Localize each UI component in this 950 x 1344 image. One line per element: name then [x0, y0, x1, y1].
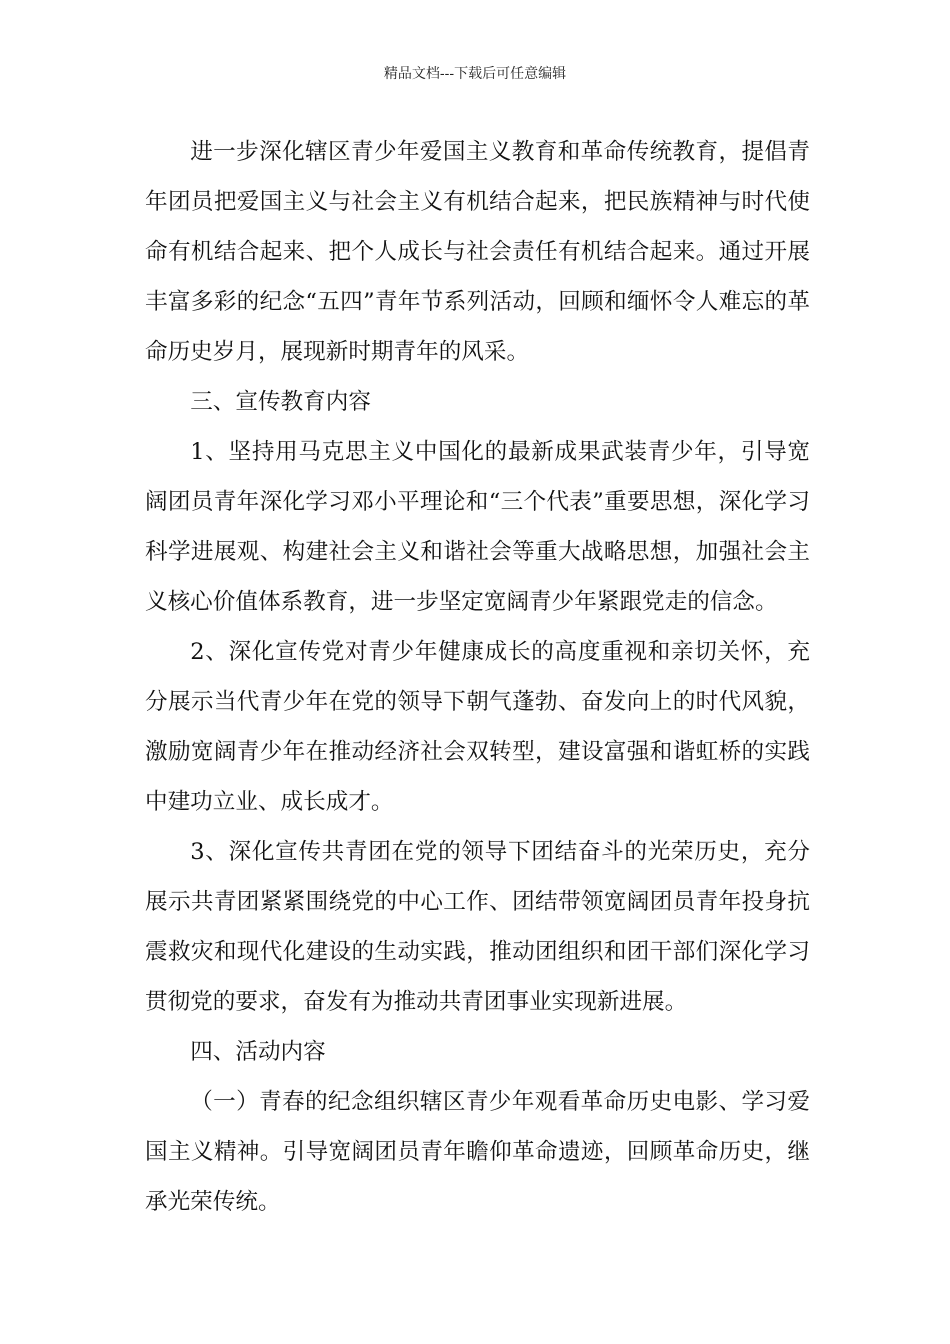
publicity-item-1: 1、坚持用马克思主义中国化的最新成果武装青少年，引导宽阔团员青年深化学习邓小平理论和“三个代表”重要思想，深化学习科学进展观、构建社会主义和谐社会等重大战略思想，加强社会主义核心价值体系教育，进一步坚定宽阔青少年紧跟党走的信念。: [145, 439, 810, 615]
intro-paragraph: 进一步深化辖区青少年爱国主义教育和革命传统教育，提倡青年团员把爱国主义与社会主义有机结合起来，把民族精神与时代使命有机结合起来、把个人成长与社会责任有机结合起来。通过开展丰富多彩的纪念“五四”青年节系列活动，回顾和缅怀令人难忘的革命历史岁月，展现新时期青年的风采。: [145, 139, 810, 365]
publicity-item-2: 2、深化宣传党对青少年健康成长的高度重视和亲切关怀，充分展示当代青少年在党的领导下朝气蓬勃、奋发向上的时代风貌，激励宽阔青少年在推动经济社会双转型，建设富强和谐虹桥的实践中建功立业、成长成才。: [145, 639, 810, 815]
document-body: [145, 127, 810, 1227]
activity-item-1: （一）青春的纪念组织辖区青少年观看革命历史电影、学习爱国主义精神。引导宽阔团员青年瞻仰革命遗迹，回顾革命历史，继承光荣传统。: [145, 1089, 810, 1215]
page-header: 精品文档---下载后可任意编辑: [383, 66, 567, 82]
section-heading-publicity: 三、宣传教育内容: [190, 389, 371, 415]
section-heading-activities: 四、活动内容: [190, 1039, 326, 1065]
publicity-item-3: 3、深化宣传共青团在党的领导下团结奋斗的光荣历史，充分展示共青团紧紧围绕党的中心工作、团结带领宽阔团员青年投身抗震救灾和现代化建设的生动实践，推动团组织和团干部们深化学习贯彻党的要求，奋发有为推动共青团事业实现新进展。: [145, 839, 810, 1015]
